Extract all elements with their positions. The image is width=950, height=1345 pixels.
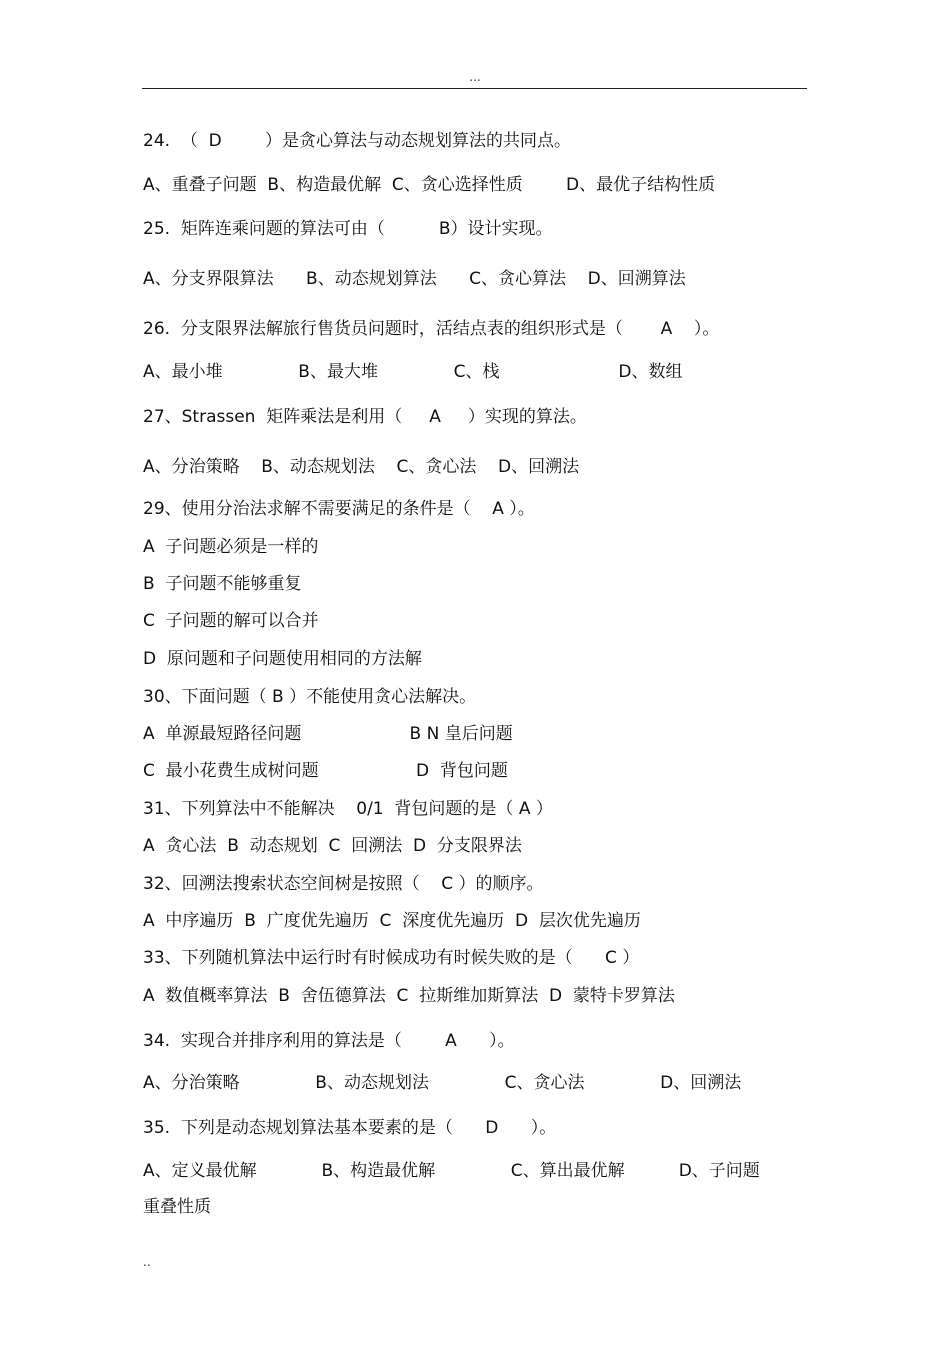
q32-options: A 中序遍历 B 广度优先遍历 C 深度优先遍历 D 层次优先遍历 <box>143 911 641 931</box>
q24-question: 24. （ D ）是贪心算法与动态规划算法的共同点。 <box>143 131 571 151</box>
q29-option-d: D 原问题和子问题使用相同的方法解 <box>143 649 422 669</box>
header-rule <box>142 88 807 89</box>
q30-options-ab: A 单源最短路径问题 B N 皇后问题 <box>143 724 513 744</box>
q34-question: 34. 实现合并排序利用的算法是（ A ）。 <box>143 1031 515 1051</box>
q24-options: A、重叠子问题 B、构造最优解 C、贪心选择性质 D、最优子结构性质 <box>143 175 716 195</box>
q31-options: A 贪心法 B 动态规划 C 回溯法 D 分支限界法 <box>143 836 522 856</box>
q26-question: 26. 分支限界法解旅行售货员问题时，活结点表的组织形式是（ A ）。 <box>143 319 720 339</box>
q30-options-cd: C 最小花费生成树问题 D 背包问题 <box>143 761 508 781</box>
q34-options: A、分治策略 B、动态规划法 C、贪心法 D、回溯法 <box>143 1073 742 1093</box>
footer-dots: .. <box>143 1255 151 1269</box>
q27-question: 27、Strassen 矩阵乘法是利用（ A ）实现的算法。 <box>143 407 587 427</box>
q30-question: 30、下面问题（ B ）不能使用贪心法解决。 <box>143 687 477 707</box>
q29-question: 29、使用分治法求解不需要满足的条件是（ A ）。 <box>143 499 535 519</box>
q33-options: A 数值概率算法 B 舍伍德算法 C 拉斯维加斯算法 D 蒙特卡罗算法 <box>143 986 675 1006</box>
q35-options: A、定义最优解 B、构造最优解 C、算出最优解 D、子问题 <box>143 1161 760 1181</box>
q29-option-a: A 子问题必须是一样的 <box>143 537 319 557</box>
q25-options: A、分支界限算法 B、动态规划算法 C、贪心算法 D、回溯算法 <box>143 269 686 289</box>
q29-option-c: C 子问题的解可以合并 <box>143 611 319 631</box>
q29-option-b: B 子问题不能够重复 <box>143 574 302 594</box>
q27-options: A、分治策略 B、动态规划法 C、贪心法 D、回溯法 <box>143 457 580 477</box>
q35-options-wrap: 重叠性质 <box>143 1197 211 1217</box>
q33-question: 33、下列随机算法中运行时有时候成功有时候失败的是（ C ） <box>143 948 640 968</box>
q31-question: 31、下列算法中不能解决 0/1 背包问题的是（ A ） <box>143 799 553 819</box>
q26-options: A、最小堆 B、最大堆 C、栈 D、数组 <box>143 362 683 382</box>
q25-question: 25. 矩阵连乘问题的算法可由（ B）设计实现。 <box>143 219 553 239</box>
header-dots: ... <box>469 70 481 84</box>
q35-question: 35. 下列是动态规划算法基本要素的是（ D ）。 <box>143 1118 557 1138</box>
q32-question: 32、回溯法搜索状态空间树是按照（ C ）的顺序。 <box>143 874 544 894</box>
